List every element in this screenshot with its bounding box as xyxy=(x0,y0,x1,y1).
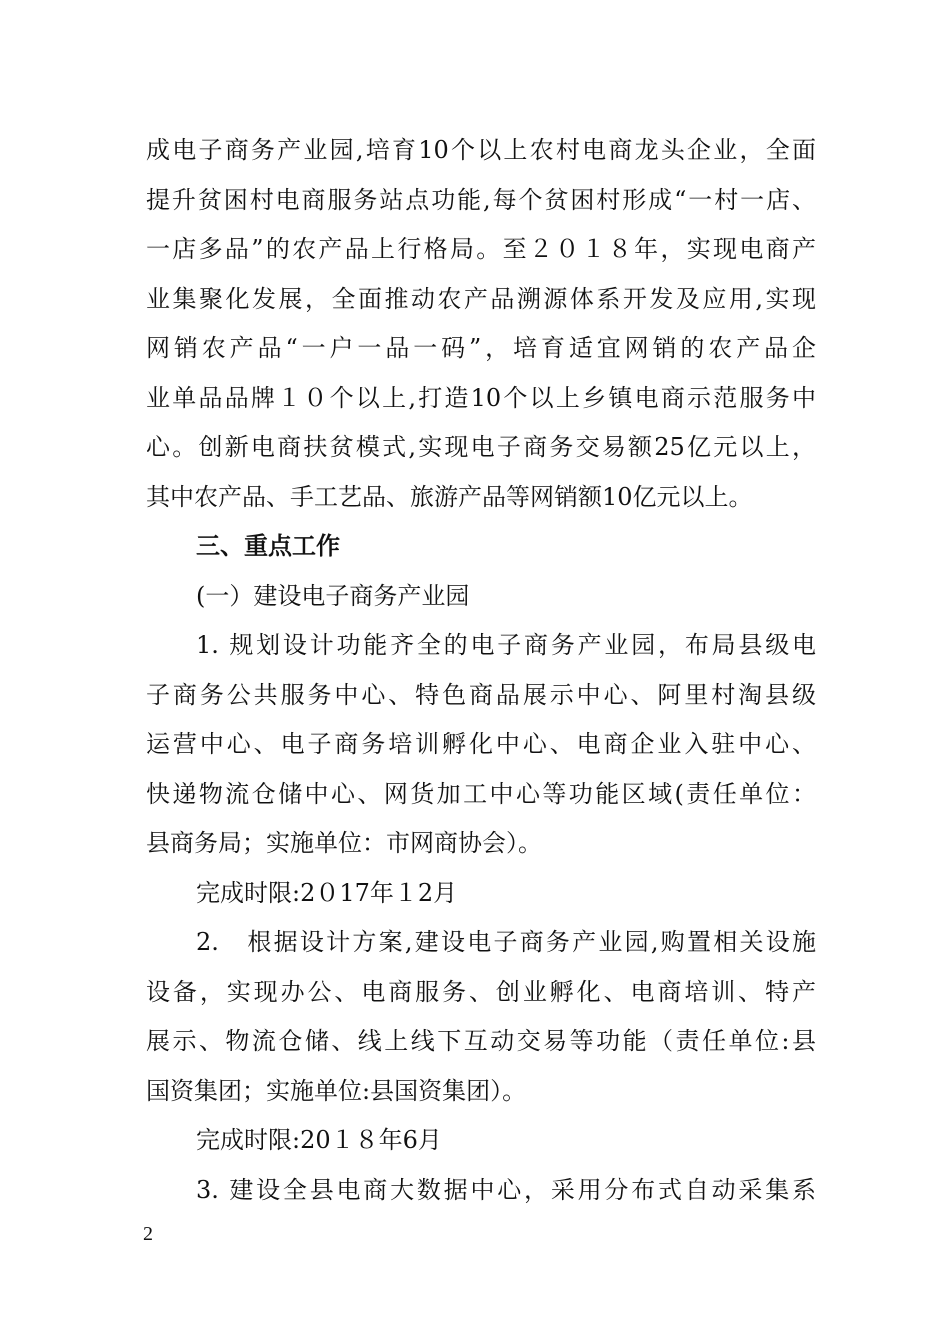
body-text-line: 运营中心、电子商务培训孵化中心、电商企业入驻中心、 xyxy=(146,730,816,758)
body-text-line: 县商务局；实施单位：市网商协会）。 xyxy=(146,829,542,857)
body-text-line: 设备，实现办公、电商服务、创业孵化、电商培训、特产 xyxy=(146,978,816,1006)
body-text-line: 展示、物流仓储、线上线下互动交易等功能（责任单位:县 xyxy=(146,1027,816,1055)
body-text-line: 网销农产品“一户一品一码”，培育适宜网销的农产品企 xyxy=(146,334,816,362)
body-text-line: 3. 建设全县电商大数据中心，采用分布式自动采集系 xyxy=(196,1176,816,1204)
body-text-line: 提升贫困村电商服务站点功能,每个贫困村形成“一村一店、 xyxy=(146,186,816,214)
body-text-line: 一店多品”的农产品上行格局。至２０１８年，实现电商产 xyxy=(146,235,816,263)
body-text-line: 心。创新电商扶贫模式,实现电子商务交易额25亿元以上， xyxy=(146,433,816,461)
body-text-line: 1. 规划设计功能齐全的电子商务产业园，布局县级电 xyxy=(196,631,816,659)
body-text-line: 国资集团；实施单位:县国资集团）。 xyxy=(146,1077,527,1105)
body-text-line: 其中农产品、手工艺品、旅游产品等网销额10亿元以上。 xyxy=(146,483,753,511)
body-text-line: 子商务公共服务中心、特色商品展示中心、阿里村淘县级 xyxy=(146,681,816,709)
body-text-line: 成电子商务产业园,培育10个以上农村电商龙头企业，全面 xyxy=(146,136,816,164)
body-text-line: 业单品品牌１０个以上,打造10个以上乡镇电商示范服务中 xyxy=(146,384,816,412)
body-text-line: 业集聚化发展，全面推动农产品溯源体系开发及应用,实现 xyxy=(146,285,816,313)
body-text-line: 2. 根据设计方案,建设电子商务产业园,购置相关设施 xyxy=(196,928,816,956)
deadline-line: 完成时限:2０17年１2月 xyxy=(196,879,458,907)
section-heading: 三、重点工作 xyxy=(196,532,340,560)
page-number: 2 xyxy=(143,1223,153,1245)
body-text-line: 快递物流仓储中心、网货加工中心等功能区域(责任单位： xyxy=(146,780,816,808)
deadline-line: 完成时限:20１８年6月 xyxy=(196,1126,442,1154)
subsection-heading: (一）建设电子商务产业园 xyxy=(196,582,470,610)
